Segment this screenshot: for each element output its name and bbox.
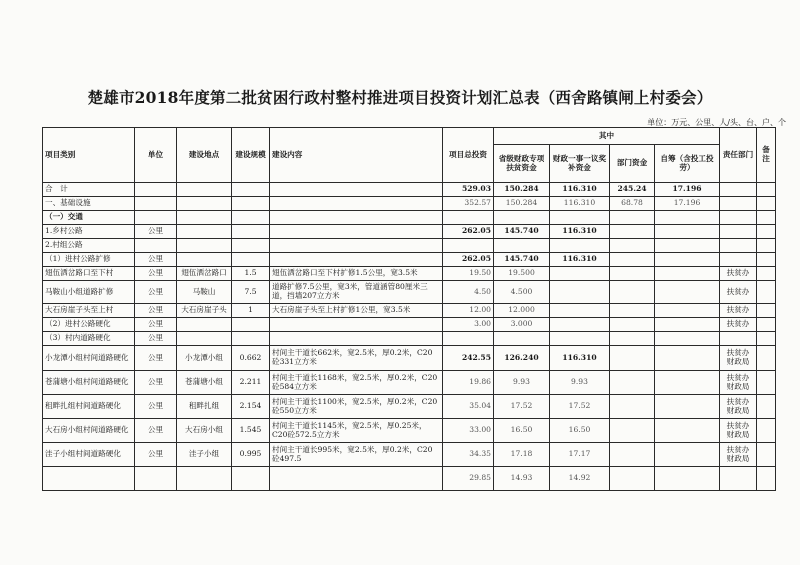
cell-prov (494, 332, 550, 346)
cell-resp (720, 211, 757, 225)
cell-prov: 145.740 (494, 253, 550, 267)
cell-dept (610, 211, 655, 225)
cell-self: 17.196 (655, 183, 720, 197)
header-self: 自筹（含投工投劳） (655, 145, 720, 183)
cell-remark (757, 197, 776, 211)
cell-scale: 7.5 (232, 281, 270, 304)
cell-prov: 145.740 (494, 225, 550, 239)
cell-scale (232, 225, 270, 239)
cell-loc: 小龙潭小组 (177, 346, 232, 371)
cell-remark (757, 267, 776, 281)
cell-cat: 洼子小组村间道路硬化 (43, 443, 135, 467)
cell-remark (757, 253, 776, 267)
cell-unit: 公里 (135, 281, 177, 304)
header-resp: 责任部门 (720, 128, 757, 183)
cell-content (270, 197, 443, 211)
cell-resp: 扶贫办 财政局 (720, 371, 757, 395)
cell-content: 大石房崖子头至上村扩修1公里，宽3.5米 (270, 304, 443, 318)
cell-cat: 租畔扎组村间道路硬化 (43, 395, 135, 419)
cell-content: 村间主干道长1100米，宽2.5米，厚0.2米，C20砼550立方米 (270, 395, 443, 419)
cell-loc: 大石房崖子头 (177, 304, 232, 318)
cell-loc (177, 183, 232, 197)
cell-total: 3.00 (443, 318, 494, 332)
cell-dept: 68.78 (610, 197, 655, 211)
cell-scale: 1.545 (232, 419, 270, 443)
cell-loc (177, 332, 232, 346)
cell-yishi (550, 211, 610, 225)
cell-remark (757, 467, 776, 491)
header-content: 建设内容 (270, 128, 443, 183)
cell-remark (757, 281, 776, 304)
document-title: 楚雄市2018年度第二批贫困行政村整村推进项目投资计划汇总表（西舍路镇闸上村委会） (87, 88, 713, 107)
cell-total: 35.04 (443, 395, 494, 419)
cell-content: 村间主干道长995米，宽2.5米，厚0.2米，C20砼497.5 (270, 443, 443, 467)
cell-cat: （1）进村公路扩修 (43, 253, 135, 267)
table-row (43, 267, 776, 281)
table-row (43, 281, 776, 304)
cell-self (655, 281, 720, 304)
cell-dept (610, 467, 655, 491)
cell-unit: 公里 (135, 267, 177, 281)
cell-scale (232, 332, 270, 346)
cell-resp (720, 467, 757, 491)
cell-remark (757, 225, 776, 239)
cell-prov: 17.52 (494, 395, 550, 419)
header-scale: 建设规模 (232, 128, 270, 183)
cell-yishi: 116.310 (550, 253, 610, 267)
cell-cat: （一）交通 (43, 211, 135, 225)
cell-dept (610, 225, 655, 239)
cell-self (655, 253, 720, 267)
cell-cat: 大石房小组村间道路硬化 (43, 419, 135, 443)
table-row (43, 211, 776, 225)
cell-content (270, 225, 443, 239)
cell-total (443, 211, 494, 225)
cell-resp (720, 197, 757, 211)
cell-self (655, 371, 720, 395)
cell-total: 4.50 (443, 281, 494, 304)
cell-cat: （2）进村公路硬化 (43, 318, 135, 332)
cell-scale (232, 183, 270, 197)
cell-loc (177, 467, 232, 491)
header-total: 项目总投资 (443, 128, 494, 183)
cell-prov: 9.93 (494, 371, 550, 395)
cell-unit: 公里 (135, 304, 177, 318)
cell-scale (232, 211, 270, 225)
cell-content: 村间主干道长662米，宽2.5米，厚0.2米，C20砼331立方米 (270, 346, 443, 371)
table-row (43, 395, 776, 419)
cell-cat: 小龙潭小组村间道路硬化 (43, 346, 135, 371)
cell-yishi (550, 239, 610, 253)
cell-yishi: 116.310 (550, 183, 610, 197)
table-row (43, 183, 776, 197)
cell-prov: 19.500 (494, 267, 550, 281)
cell-scale: 1.5 (232, 267, 270, 281)
cell-prov (494, 239, 550, 253)
cell-cat: 大石房崖子头至上村 (43, 304, 135, 318)
cell-dept (610, 304, 655, 318)
cell-self (655, 419, 720, 443)
cell-prov: 14.93 (494, 467, 550, 491)
cell-cat: 合 计 (43, 183, 135, 197)
cell-cat: 翅伍洒岔路口至下村 (43, 267, 135, 281)
cell-scale (232, 197, 270, 211)
header-yishi: 财政一事一议奖补资金 (550, 145, 610, 183)
cell-total: 29.85 (443, 467, 494, 491)
cell-total: 12.00 (443, 304, 494, 318)
cell-yishi (550, 267, 610, 281)
cell-dept (610, 267, 655, 281)
table-row (43, 225, 776, 239)
cell-loc: 租畔扎组 (177, 395, 232, 419)
cell-yishi: 116.310 (550, 197, 610, 211)
cell-resp: 扶贫办 (720, 281, 757, 304)
cell-self (655, 225, 720, 239)
cell-content (270, 183, 443, 197)
cell-dept (610, 318, 655, 332)
cell-content (270, 318, 443, 332)
cell-remark (757, 332, 776, 346)
cell-unit (135, 239, 177, 253)
cell-resp: 扶贫办 (720, 318, 757, 332)
cell-yishi: 17.52 (550, 395, 610, 419)
cell-loc (177, 318, 232, 332)
cell-yishi: 116.310 (550, 225, 610, 239)
cell-dept (610, 346, 655, 371)
cell-self (655, 239, 720, 253)
cell-remark (757, 239, 776, 253)
header-remark: 备注 (757, 128, 776, 183)
table-row (43, 253, 776, 267)
table-row (43, 467, 776, 491)
cell-dept (610, 332, 655, 346)
cell-cat: 1.乡村公路 (43, 225, 135, 239)
header-location: 建设地点 (177, 128, 232, 183)
cell-resp (720, 253, 757, 267)
table-row (43, 197, 776, 211)
cell-yishi: 9.93 (550, 371, 610, 395)
cell-scale (232, 253, 270, 267)
cell-total: 19.50 (443, 267, 494, 281)
cell-remark (757, 371, 776, 395)
cell-unit: 公里 (135, 371, 177, 395)
cell-scale: 1 (232, 304, 270, 318)
cell-resp: 扶贫办 财政局 (720, 443, 757, 467)
cell-prov (494, 211, 550, 225)
cell-yishi (550, 318, 610, 332)
header-provincial: 省级财政专项扶贫资金 (494, 145, 550, 183)
cell-prov: 16.50 (494, 419, 550, 443)
cell-resp: 扶贫办 财政局 (720, 346, 757, 371)
cell-dept (610, 371, 655, 395)
cell-dept (610, 281, 655, 304)
cell-cat (43, 467, 135, 491)
cell-scale (232, 239, 270, 253)
header-category: 项目类别 (43, 128, 135, 183)
cell-unit: 公里 (135, 318, 177, 332)
cell-content (270, 467, 443, 491)
cell-total: 34.35 (443, 443, 494, 467)
cell-cat: 马鞍山小组道路扩修 (43, 281, 135, 304)
table-row (43, 443, 776, 467)
cell-dept (610, 443, 655, 467)
cell-remark (757, 419, 776, 443)
cell-prov: 150.284 (494, 183, 550, 197)
table-row (43, 304, 776, 318)
cell-unit: 公里 (135, 225, 177, 239)
cell-prov: 4.500 (494, 281, 550, 304)
cell-self (655, 211, 720, 225)
cell-loc (177, 253, 232, 267)
header-unit: 单位 (135, 128, 177, 183)
table-row (43, 239, 776, 253)
cell-cat: 一、基础设施 (43, 197, 135, 211)
cell-remark (757, 346, 776, 371)
cell-loc: 苍蒲塘小组 (177, 371, 232, 395)
table-row (43, 346, 776, 371)
cell-unit (135, 197, 177, 211)
cell-scale: 0.995 (232, 443, 270, 467)
cell-remark (757, 304, 776, 318)
cell-scale (232, 467, 270, 491)
cell-yishi: 116.310 (550, 346, 610, 371)
cell-resp (720, 225, 757, 239)
cell-yishi (550, 332, 610, 346)
cell-content: 翅伍洒岔路口至下村扩修1.5公里，宽3.5米 (270, 267, 443, 281)
cell-dept (610, 419, 655, 443)
cell-unit (135, 183, 177, 197)
cell-total: 262.05 (443, 253, 494, 267)
cell-self (655, 318, 720, 332)
cell-self (655, 443, 720, 467)
cell-content: 村间主干道长1168米，宽2.5米，厚0.2米，C20砼584立方米 (270, 371, 443, 395)
cell-remark (757, 318, 776, 332)
cell-resp: 扶贫办 财政局 (720, 419, 757, 443)
cell-total: 242.55 (443, 346, 494, 371)
table-row (43, 332, 776, 346)
cell-loc: 大石房小组 (177, 419, 232, 443)
cell-prov: 150.284 (494, 197, 550, 211)
cell-remark (757, 443, 776, 467)
cell-remark (757, 395, 776, 419)
cell-self: 17.196 (655, 197, 720, 211)
cell-unit: 公里 (135, 443, 177, 467)
header-dept: 部门资金 (610, 145, 655, 183)
cell-self (655, 304, 720, 318)
cell-prov: 3.000 (494, 318, 550, 332)
cell-content (270, 253, 443, 267)
unit-note: 单位：万元、公里、人/头、台、户、个 (647, 118, 786, 127)
cell-resp (720, 183, 757, 197)
cell-dept (610, 253, 655, 267)
cell-total: 19.86 (443, 371, 494, 395)
investment-table (42, 127, 776, 491)
cell-total: 33.00 (443, 419, 494, 443)
table-row (43, 318, 776, 332)
cell-yishi: 16.50 (550, 419, 610, 443)
cell-scale: 0.662 (232, 346, 270, 371)
cell-resp: 扶贫办 (720, 304, 757, 318)
cell-cat: （3）村内道路硬化 (43, 332, 135, 346)
cell-remark (757, 183, 776, 197)
cell-unit (135, 211, 177, 225)
cell-yishi (550, 281, 610, 304)
cell-self (655, 346, 720, 371)
cell-loc: 马鞍山 (177, 281, 232, 304)
cell-yishi: 17.17 (550, 443, 610, 467)
cell-loc (177, 239, 232, 253)
cell-total: 262.05 (443, 225, 494, 239)
cell-remark (757, 211, 776, 225)
cell-loc: 翅伍洒岔路口 (177, 267, 232, 281)
cell-self (655, 267, 720, 281)
cell-resp (720, 239, 757, 253)
cell-content (270, 332, 443, 346)
cell-total (443, 332, 494, 346)
cell-unit: 公里 (135, 419, 177, 443)
table-row (43, 371, 776, 395)
cell-loc: 洼子小组 (177, 443, 232, 467)
cell-dept (610, 395, 655, 419)
cell-prov: 12.000 (494, 304, 550, 318)
cell-resp: 扶贫办 财政局 (720, 395, 757, 419)
cell-self (655, 467, 720, 491)
cell-prov: 126.240 (494, 346, 550, 371)
cell-unit (135, 467, 177, 491)
cell-unit: 公里 (135, 253, 177, 267)
cell-loc (177, 225, 232, 239)
cell-self (655, 395, 720, 419)
cell-total: 529.03 (443, 183, 494, 197)
cell-total: 352.57 (443, 197, 494, 211)
cell-scale: 2.211 (232, 371, 270, 395)
cell-dept: 245.24 (610, 183, 655, 197)
cell-cat: 苍蒲塘小组村间道路硬化 (43, 371, 135, 395)
cell-content: 道路扩修7.5公里，宽3米，管道涵管80厘米三道，挡墙207立方米 (270, 281, 443, 304)
cell-total (443, 239, 494, 253)
cell-loc (177, 197, 232, 211)
cell-resp: 扶贫办 (720, 267, 757, 281)
cell-unit: 公里 (135, 332, 177, 346)
cell-content: 村间主干道长1145米，宽2.5米，厚0.25米，C20砼572.5立方米 (270, 419, 443, 443)
cell-yishi (550, 304, 610, 318)
table-row (43, 419, 776, 443)
cell-unit: 公里 (135, 395, 177, 419)
cell-content (270, 211, 443, 225)
cell-loc (177, 211, 232, 225)
cell-content (270, 239, 443, 253)
cell-yishi: 14.92 (550, 467, 610, 491)
cell-prov: 17.18 (494, 443, 550, 467)
cell-self (655, 332, 720, 346)
cell-unit: 公里 (135, 346, 177, 371)
cell-dept (610, 239, 655, 253)
cell-cat: 2.村组公路 (43, 239, 135, 253)
cell-scale: 2.154 (232, 395, 270, 419)
cell-scale (232, 318, 270, 332)
header-among: 其中 (494, 128, 720, 145)
cell-resp (720, 332, 757, 346)
